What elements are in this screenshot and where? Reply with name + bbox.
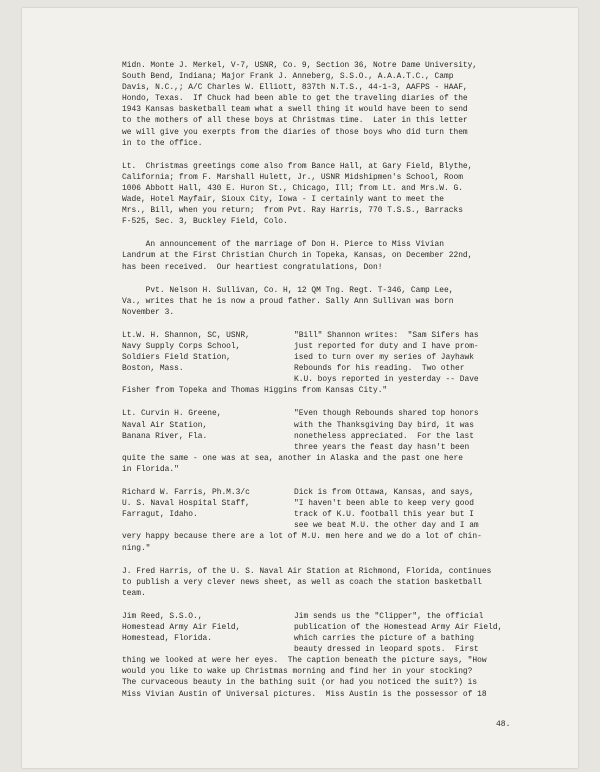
address-block: Lt. Curvin H. Greene, Naval Air Station, Banana River, Fla. [122, 409, 222, 441]
letter-excerpt: Dick is from Ottawa, Kansas, and says, "I haven't been able to keep very good track of K.U. football this year but I see we beat M.U. the other day and I am [294, 488, 479, 531]
letter-farris [122, 487, 542, 531]
letter-continuation: very happy because there are a lot of M.U. men here and we do a lot of chin- ning." [122, 532, 482, 553]
text-line: Hondo, Texas. If Chuck had been able to get the traveling diaries of the [122, 94, 468, 104]
paragraph-christmas-greetings [122, 161, 542, 228]
text-line: Mrs., Bill, when you return; from Pvt. Ray Harris, 770 T.S.S., Barracks [122, 206, 463, 216]
text-line: Midn. Monte J. Merkel, V-7, USNR, Co. 9, Section 36, Notre Dame University, [122, 61, 478, 70]
document-page [22, 8, 578, 768]
letter-excerpt: "Even though Rebounds shared top honors with the Thanksgiving Day bird, it was nonetheless appreciated. For the last three years the feast day hasn't been [294, 409, 479, 452]
letter-excerpt: Jim sends us the "Clipper", the official publication of the Homestead Army Air Field, which carries the picture of a bathing beauty dressed in leopard spots. First [294, 611, 503, 655]
text-line: 1943 Kansas basketball team what a swell thing it would have been to send [122, 105, 468, 115]
paragraph-father [122, 285, 542, 318]
text-line: Davis, N.C.,; A/C Charles W. Elliott, 837th N.T.S., 44-1-3, AAFPS - HAAF, [122, 83, 468, 93]
text-line: F-525, Sec. 3, Buckley Field, Colo. [122, 217, 288, 227]
text-line: California; from F. Marshall Hulett, Jr., USNR Midshipmen's School, Room [122, 172, 463, 182]
text-line: to the mothers of all these boys at Christmas time. Later in this letter [122, 116, 468, 126]
text-line: An announcement of the marriage of Don H. Pierce to Miss Vivian [122, 240, 444, 250]
letter-shannon [122, 330, 542, 386]
address-block: Richard W. Farris, Ph.M.3/c U. S. Naval Hospital Staff, Farragut, Idaho. [122, 488, 250, 520]
paragraph-addresses [122, 60, 542, 149]
text-line: Lt. Christmas greetings come also from Bance Hall, at Gary Field, Blythe, [122, 161, 473, 171]
letter-continuation: Fisher from Topeka and Thomas Higgins from Kansas City." [122, 386, 388, 396]
page-text [122, 60, 542, 700]
letter-continuation: thing we looked at were her eyes. The caption beneath the picture says, "How would you like to wake up Christmas morning and find her in your stocking? The curvaceous beauty in the bathing suit (or had you noticed the suit?) is Miss Vivian Austin of Universal pictures. Miss Austin is the possessor of 18 [122, 656, 487, 699]
paragraph-harris: J. Fred Harris, of the U. S. Naval Air Station at Richmond, Florida, continues to publish a very clever news sheet, as well as coach the station basketball team. [122, 566, 492, 598]
address-block: Lt.W. H. Shannon, SC, USNR, Navy Supply Corps School, Soldiers Field Station, Boston, Mass. [122, 330, 250, 374]
letter-excerpt: "Bill" Shannon writes: "Sam Sifers has just reported for duty and I have prom- ised to turn over my series of Jayhawk Rebounds for his reading. Two other K.U. boys reported in yesterday -- Dave [294, 330, 479, 385]
text-line: Wade, Hotel Mayfair, Sioux City, Iowa - I certainly want to meet the [122, 195, 444, 205]
page-number: 48. [496, 720, 511, 729]
text-line: has been received. Our heartiest congratulations, Don! [122, 262, 383, 272]
text-line: in to the office. [122, 138, 203, 148]
letter-greene [122, 408, 542, 452]
text-line: Pvt. Nelson H. Sullivan, Co. H, 12 QM Tng. Regt. T-346, Camp Lee, [122, 285, 454, 295]
address-block: Jim Reed, S.S.O., Homestead Army Air Field, Homestead, Florida. [122, 611, 241, 644]
paragraph-marriage [122, 239, 542, 272]
text-line: we will give you exerpts from the diaries of those boys who did turn them [122, 127, 468, 137]
text-line: 1006 Abbott Hall, 430 E. Huron St., Chicago, Ill; from Lt. and Mrs.W. G. [122, 183, 463, 193]
text-line: November 3. [122, 307, 175, 317]
text-line: Va., writes that he is now a proud father. Sally Ann Sullivan was born [122, 296, 454, 306]
letter-continuation: quite the same - one was at sea, another in Alaska and the past one here in Florida." [122, 453, 463, 474]
text-line: South Bend, Indiana; Major Frank J. Anneberg, S.S.O., A.A.A.T.C., Camp [122, 72, 454, 82]
text-line: Landrum at the First Christian Church in Topeka, Kansas, on December 22nd, [122, 251, 473, 261]
letter-reed [122, 611, 542, 655]
